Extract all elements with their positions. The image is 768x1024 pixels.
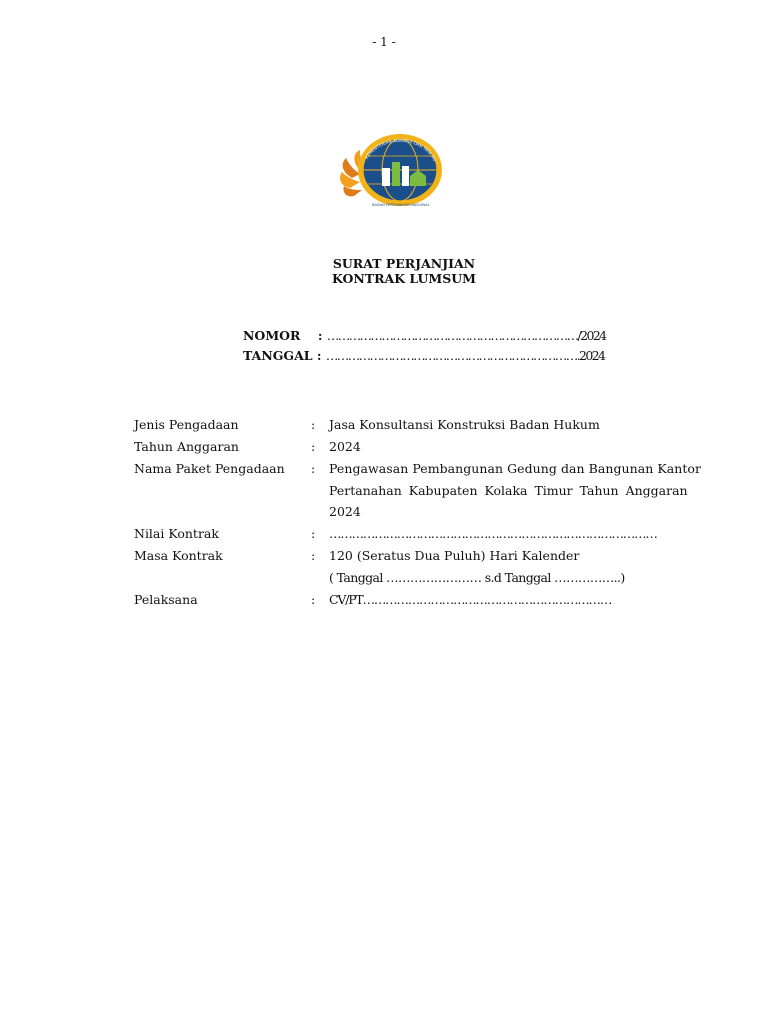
info-value [329,523,702,545]
info-label: Tahun Anggaran [134,439,239,454]
info-colon: : [311,526,316,541]
info-value-line: …………………………………………………………………………… [329,526,657,541]
nomor-label: NOMOR : [243,328,327,343]
info-value-line: CV/PT………………………………………………………… [329,591,612,607]
info-colon: : [311,417,316,432]
info-value-line: ( Tanggal …………………… s.d Tanggal ……………..) [329,569,625,585]
title-line-1: SURAT PERJANJIAN [332,256,476,271]
info-value [329,458,702,523]
svg-text:KEMENTERIAN AGRARIA DAN TATA R: KEMENTERIAN AGRARIA DAN TATA RU [363,137,438,162]
info-label: Masa Kontrak [134,548,223,563]
page-number: - 1 - [372,35,396,49]
info-value-line: Jasa Konsultansi Konstruksi Badan Hukum [329,417,600,432]
tanggal-value: …………………………………………………………….2024 [325,348,605,363]
info-value [329,414,702,436]
document-title [0,256,768,286]
info-row-nilai-kontrak [134,523,702,545]
info-label: Nilai Kontrak [134,526,219,541]
nomor-line [243,326,606,346]
info-label: Pelaksana [134,591,198,607]
info-row-jenis-pengadaan [134,414,702,436]
info-colon: : [311,439,316,454]
info-value [329,589,702,611]
contract-info-table [134,414,702,611]
tanggal-line [243,346,606,366]
tanggal-label: TANGGAL : [243,348,326,363]
info-value-line: 2024 [329,439,361,454]
nomor-value: ……………………………………………………………/2024 [326,328,606,343]
info-value-line: 2024 [329,504,361,519]
info-colon: : [311,461,316,476]
nomor-tanggal-block [243,326,606,366]
info-value-line: Pengawasan Pembangunan Gedung dan Bangunan Kantor [329,461,701,476]
info-row-nama-paket [134,458,702,523]
svg-text:BADAN PERTANAHAN NASIONAL: BADAN PERTANAHAN NASIONAL [372,203,430,207]
agency-logo [338,128,446,210]
info-label: Nama Paket Pengadaan [134,461,285,476]
info-row-tahun-anggaran [134,436,702,458]
info-value [329,545,702,588]
info-row-masa-kontrak [134,545,702,588]
info-colon: : [311,591,316,607]
info-row-pelaksana [134,589,702,611]
info-colon: : [311,548,316,563]
info-value [329,436,702,458]
title-line-2: KONTRAK LUMSUM [331,271,477,286]
info-label: Jenis Pengadaan [134,417,239,432]
info-value-line: 120 (Seratus Dua Puluh) Hari Kalender [329,548,580,563]
info-value-line: Pertanahan Kabupaten Kolaka Timur Tahun Anggaran [329,482,688,498]
agency-emblem-icon [338,128,446,210]
